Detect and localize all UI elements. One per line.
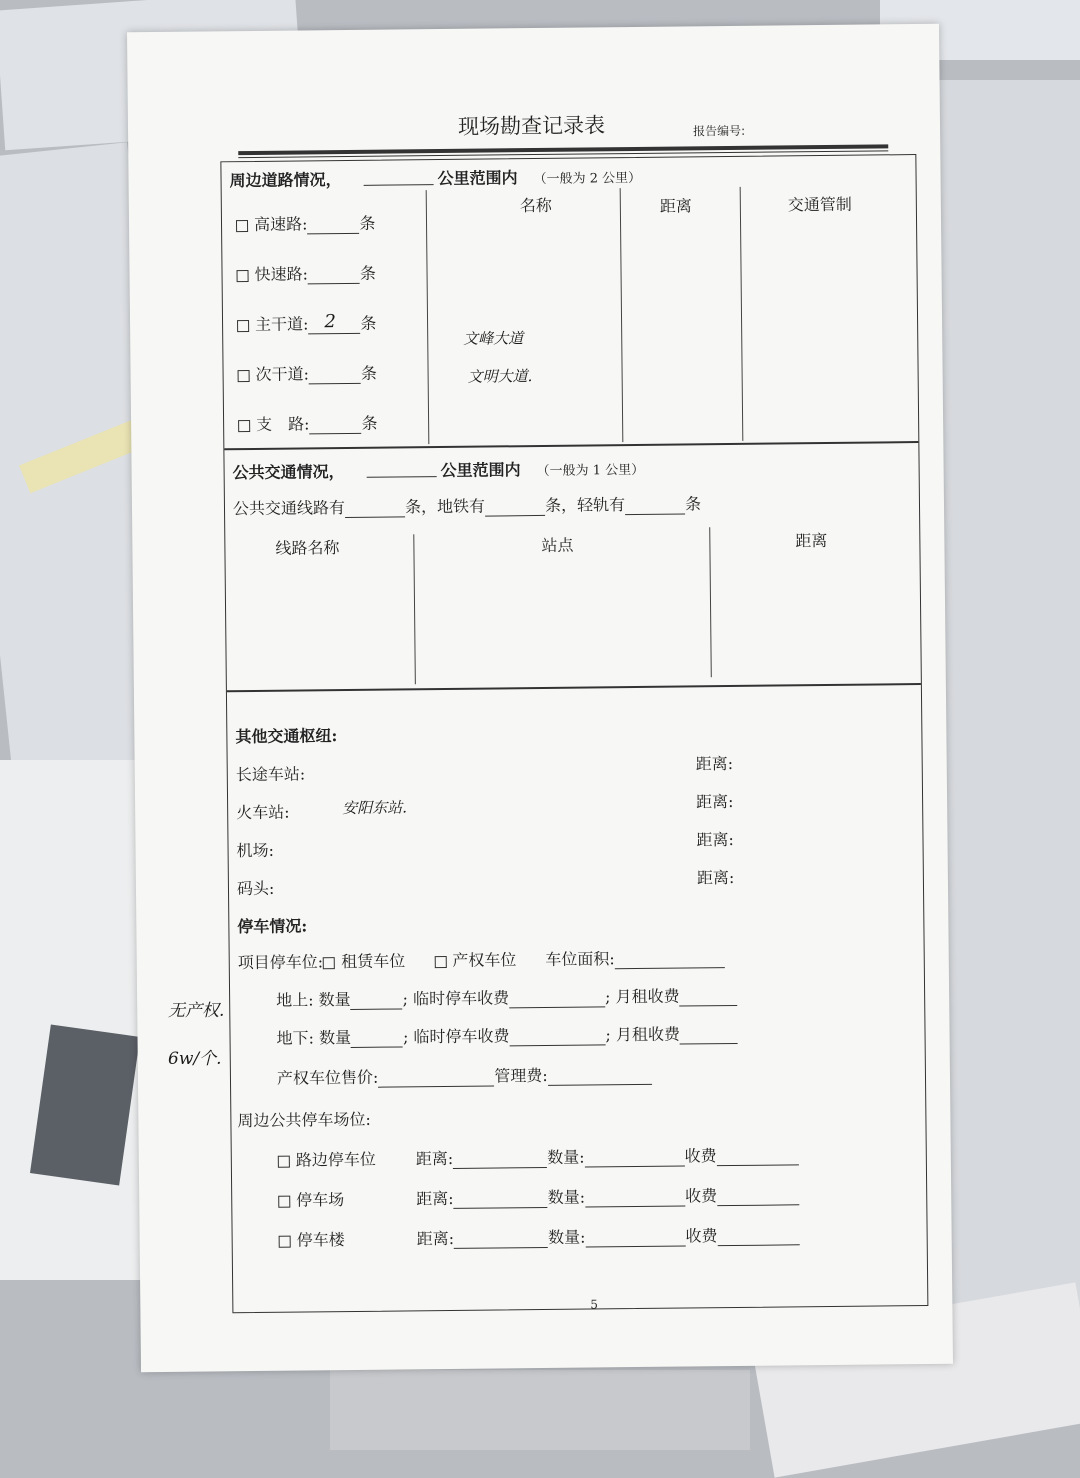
bus-count-field[interactable] xyxy=(345,502,405,518)
hub-distance: 距离: xyxy=(695,753,734,774)
metro-count-field[interactable] xyxy=(485,501,545,517)
transit-range-field[interactable] xyxy=(366,458,436,478)
road-row: 主干道: 2 条 xyxy=(237,311,377,335)
public-parking-row: 停车楼 距离: 数量: 收费 xyxy=(279,1222,800,1250)
column-rule xyxy=(709,527,712,677)
parking-heading: 停车情况: xyxy=(237,916,308,937)
handwritten-margin-note: 无产权. xyxy=(168,1001,225,1021)
road-row: 高速路: 条 xyxy=(236,211,376,235)
column-rule xyxy=(740,187,744,441)
transit-heading: 公共交通情况， xyxy=(232,462,345,483)
roads-range-note: （一般为 2 公里） xyxy=(533,170,642,188)
project-parking-line: 项目停车位: 租赁车位 产权车位 车位面积: xyxy=(238,945,725,973)
column-rule xyxy=(620,188,624,442)
public-parking-row: 路边停车位 距离: 数量: 收费 xyxy=(278,1142,799,1170)
road-row: 支 路: 条 xyxy=(238,411,378,435)
checkbox[interactable] xyxy=(237,320,249,332)
background-paper xyxy=(330,1370,750,1450)
roads-range-field[interactable] xyxy=(363,166,433,186)
handwritten-station: 安阳东站. xyxy=(342,798,408,818)
checkbox[interactable] xyxy=(238,420,250,432)
form-title: 现场勘查记录表 xyxy=(457,113,606,139)
col-transit-distance: 距离 xyxy=(795,530,828,551)
hub-label: 码头: xyxy=(236,878,275,899)
checkbox[interactable] xyxy=(236,270,248,282)
handwritten-margin-note: 6w/个. xyxy=(168,1049,222,1069)
handwritten-road-name: 文峰大道 xyxy=(463,329,524,348)
section-divider xyxy=(224,441,918,450)
col-distance: 距离 xyxy=(659,196,692,216)
hub-label: 机场: xyxy=(236,840,275,861)
hub-label: 火车站: xyxy=(236,802,290,823)
handwritten-road-name: 文明大道. xyxy=(467,367,533,386)
public-parking-heading: 周边公共停车场位: xyxy=(237,1109,371,1131)
checkbox[interactable] xyxy=(236,220,248,232)
hubs-heading: 其他交通枢纽: xyxy=(235,726,338,747)
transit-range-note: （一般为 1 公里） xyxy=(536,462,645,480)
hub-label: 长途车站: xyxy=(235,764,306,785)
transit-range-label: 公里范围内 xyxy=(440,460,521,481)
area-field[interactable] xyxy=(615,953,725,969)
background-paper xyxy=(0,760,140,1280)
col-stop: 站点 xyxy=(541,535,574,555)
page-number: 5 xyxy=(590,1297,599,1312)
road-row: 次干道: 条 xyxy=(237,361,377,385)
report-number-label: 报告编号: xyxy=(693,123,746,139)
col-line-name: 线路名称 xyxy=(275,538,340,558)
roads-heading: 周边道路情况， xyxy=(229,170,342,191)
hub-distance: 距离: xyxy=(696,829,734,850)
rent-checkbox[interactable] xyxy=(323,957,335,969)
column-rule xyxy=(413,534,416,684)
lightrail-count-field[interactable] xyxy=(625,499,685,515)
hub-distance: 距离: xyxy=(696,867,735,888)
section-divider xyxy=(227,683,921,692)
road-row: 快速路: 条 xyxy=(236,261,376,285)
ground-parking-line: 地上: 数量 ; 临时停车收费 ; 月租收费 xyxy=(276,983,738,1011)
roads-range-label: 公里范围内 xyxy=(437,168,518,189)
col-traffic-control: 交通管制 xyxy=(787,194,852,215)
column-rule xyxy=(426,190,430,444)
sale-price-line: 产权车位售价: 管理费: xyxy=(277,1062,652,1089)
col-name: 名称 xyxy=(519,195,552,216)
underground-parking-line: 地下: 数量 ; 临时停车收费 ; 月租收费 xyxy=(276,1021,738,1049)
form-frame xyxy=(220,154,928,1313)
survey-form-sheet xyxy=(127,24,953,1372)
transit-counts-line: 公共交通线路有 条，地铁有 条，轻轨有 条 xyxy=(232,494,702,519)
public-parking-row: 停车场 距离: 数量: 收费 xyxy=(278,1182,799,1210)
hub-distance: 距离: xyxy=(695,791,734,812)
checkbox[interactable] xyxy=(238,370,250,382)
own-checkbox[interactable] xyxy=(434,955,446,967)
